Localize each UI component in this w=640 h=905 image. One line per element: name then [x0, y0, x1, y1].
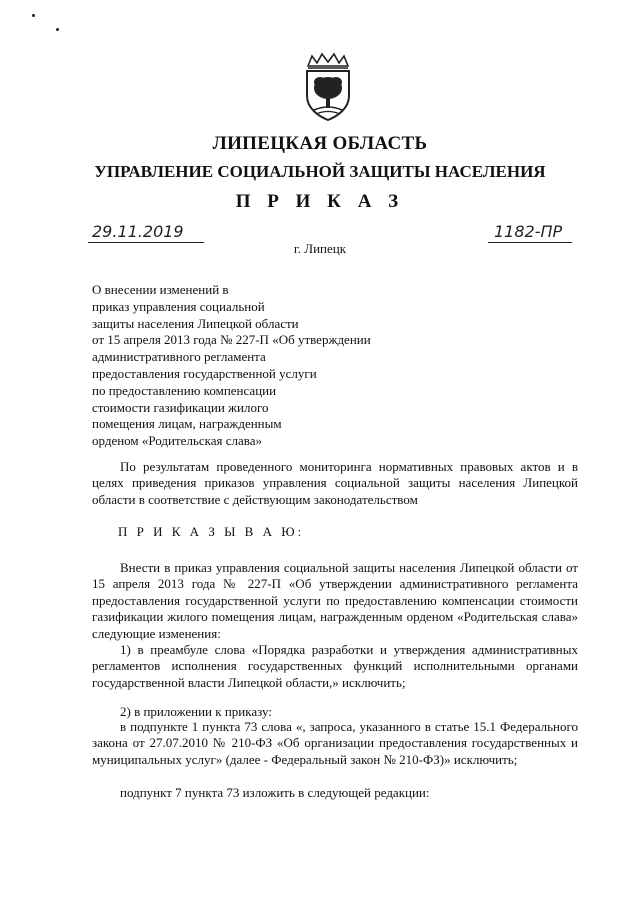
intro-text: Внести в приказ управления социальной защиты населения Липецкой области от 15 апреля 2013 года № 227-П «Об утверждении административного регламента предоставления государственной услуги по предоставлению компенсации стоимости газификации жилого помещения лицам, награжденным орденом «Родительская слава» следующие изменения:	[92, 560, 578, 641]
subject-line: стоимости газификации жилого	[92, 399, 269, 415]
document-subject	[92, 282, 412, 450]
department-title: УПРАВЛЕНИЕ СОЦИАЛЬНОЙ ЗАЩИТЫ НАСЕЛЕНИЯ	[94, 162, 546, 181]
subject-line: предоставления государственной услуги	[92, 365, 317, 381]
document-date: 29.11.2019	[92, 222, 184, 241]
item-2-paragraph	[92, 704, 578, 720]
scan-speck	[32, 14, 35, 17]
intro-paragraph	[92, 560, 578, 642]
subject-line: по предоставлению компенсации	[92, 382, 277, 398]
document-city: г. Липецк	[293, 241, 347, 256]
preamble-paragraph	[92, 459, 578, 508]
subject-line: защиты населения Липецкой области	[92, 315, 299, 331]
scan-speck	[56, 28, 59, 31]
subject-line: О внесении изменений в	[92, 282, 229, 297]
item-1-paragraph	[92, 642, 578, 691]
item-2-text: 2) в приложении к приказу:	[120, 704, 272, 719]
item-2a-paragraph	[92, 719, 578, 768]
document-number: 1182-ПР	[494, 222, 563, 241]
lipetsk-coat-of-arms-icon	[300, 52, 356, 122]
subject-line: орденом «Родительская слава»	[92, 433, 263, 449]
preamble-text: По результатам проведенного мониторинга нормативных правовых актов и в целях приведения приказов управления социальной защиты населения Липецкой области в соответствие с действующим законодательством	[92, 459, 578, 507]
subject-line: помещения лицам, награжденным	[92, 416, 282, 432]
document-type-title: П Р И К А З	[235, 191, 405, 212]
subject-line: административного регламента	[92, 349, 266, 365]
subject-line: от 15 апреля 2013 года № 227-П «Об утверждении	[92, 332, 371, 348]
region-title: ЛИПЕЦКАЯ ОБЛАСТЬ	[212, 133, 428, 154]
item-2b-paragraph	[92, 785, 578, 801]
item-2b-text: подпункт 7 пункта 73 изложить в следующей редакции:	[120, 785, 430, 800]
item-1-text: 1) в преамбуле слова «Порядка разработки и утверждения административных регламентов исполнения государственных функций исполнительными органами государственной власти Липецкой области,» исключить;	[92, 642, 578, 690]
item-2a-text: в подпункте 1 пункта 73 слова «, запроса, указанного в статье 15.1 Федерального закона от 27.07.2010 № 210-ФЗ «Об организации предоставления государственных и муниципальных услуг» (далее - Федеральный закон № 210-ФЗ)» исключить;	[92, 719, 578, 767]
subject-line: приказ управления социальной	[92, 298, 265, 314]
order-heading: П Р И К А З Ы В А Ю:	[118, 524, 305, 539]
